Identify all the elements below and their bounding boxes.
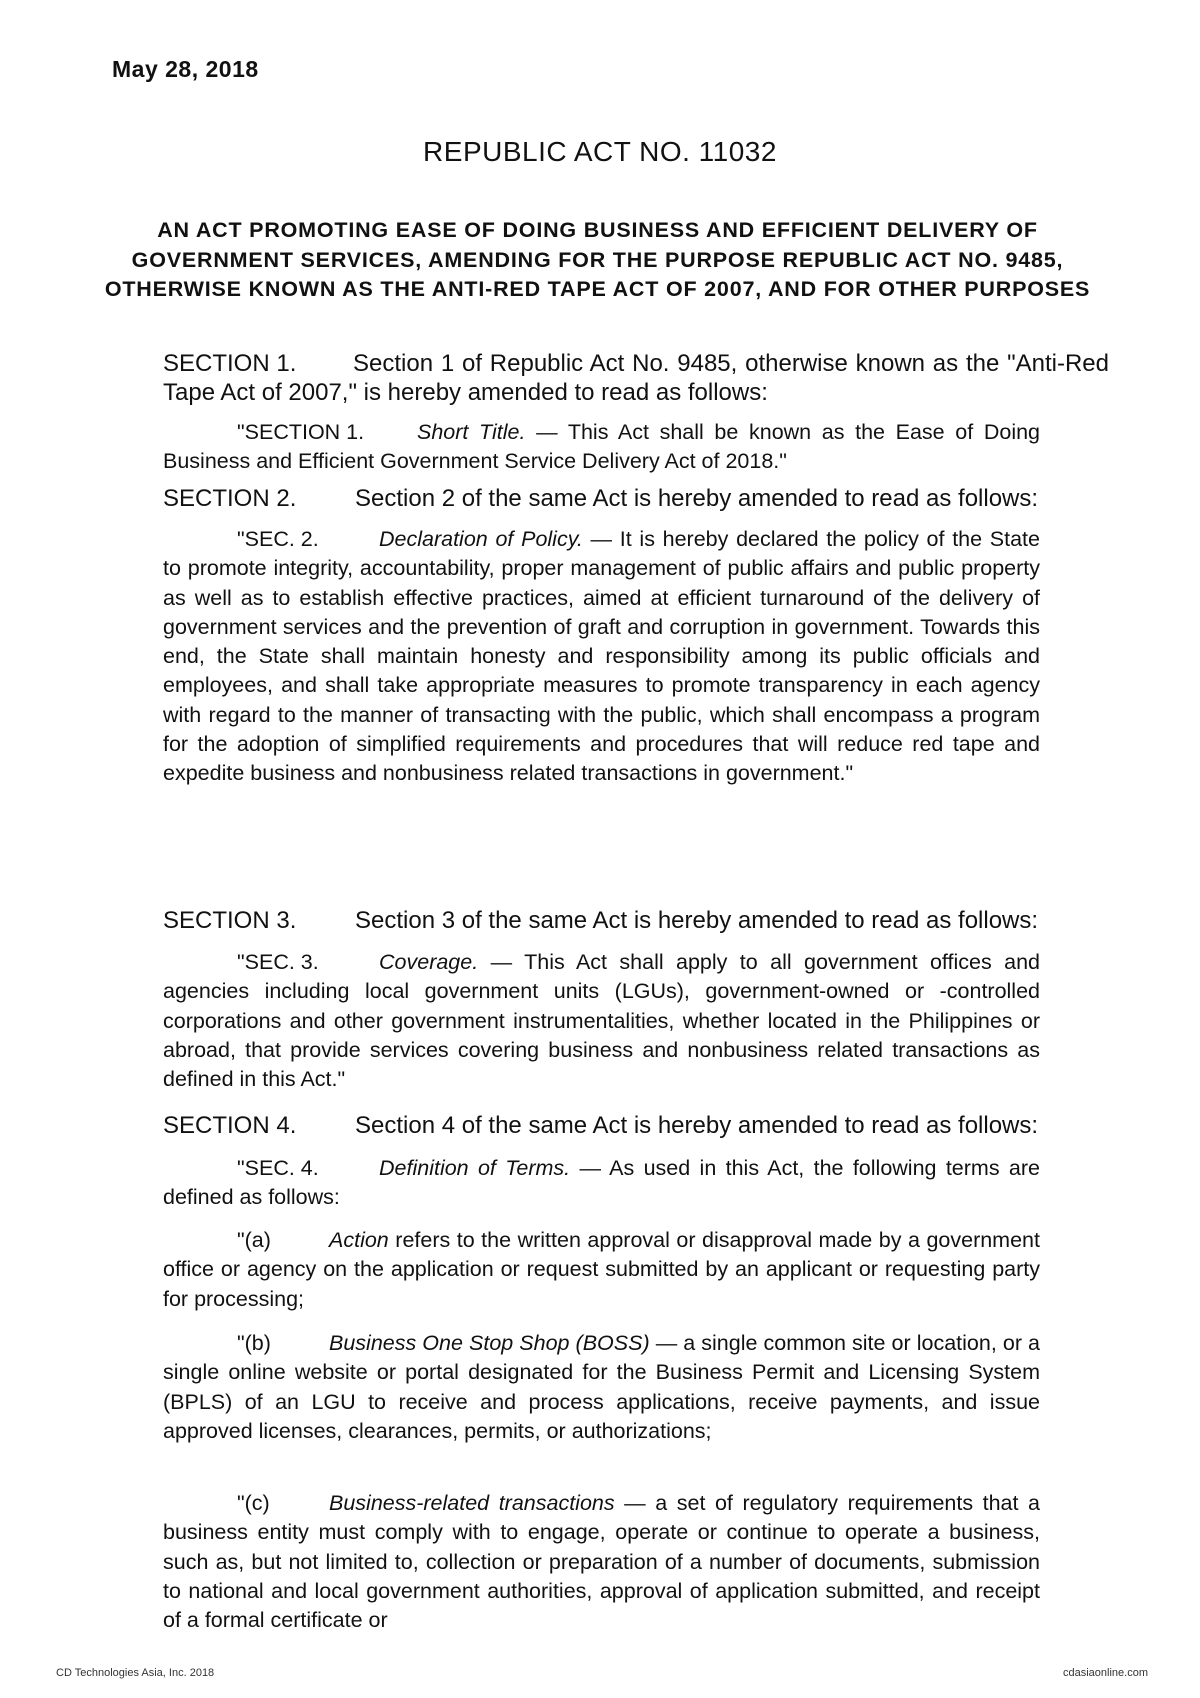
section-3-quote-label: "SEC. 3. bbox=[237, 950, 319, 974]
section-4-quote-text: — As used in this Act, the following terms are defined as follows: bbox=[163, 1156, 1040, 1210]
section-3-intro bbox=[163, 906, 1109, 935]
definition-c-label: "(c) bbox=[237, 1491, 270, 1515]
section-4-quote bbox=[163, 1154, 1040, 1213]
definition-a bbox=[163, 1226, 1040, 1314]
footer-website: cdasiaonline.com bbox=[1063, 1667, 1148, 1679]
definition-b bbox=[163, 1329, 1040, 1446]
section-4-intro bbox=[163, 1111, 1109, 1140]
section-4-quote-label: "SEC. 4. bbox=[237, 1156, 319, 1180]
section-1-quote bbox=[163, 418, 1040, 477]
section-2-quote-heading: Declaration of Policy. bbox=[379, 527, 583, 551]
definition-b-text: — a single common site or location, or a single online website or portal designated for the Business Permit and Licensing System (BPLS) of an LGU to receive and process applications, receive payments, and issue approved licenses, clearances, permits, or authorizations; bbox=[163, 1331, 1040, 1443]
section-3-quote bbox=[163, 948, 1040, 1094]
section-2-label: SECTION 2. bbox=[163, 485, 297, 512]
definition-c bbox=[163, 1489, 1040, 1635]
section-1-quote-label: "SECTION 1. bbox=[237, 420, 365, 444]
section-4-text: Section 4 of the same Act is hereby amended to read as follows: bbox=[355, 1112, 1039, 1139]
section-1-quote-heading: Short Title. bbox=[417, 420, 526, 444]
section-1-quote-text: — This Act shall be known as the Ease of Doing Business and Efficient Government Service Delivery Act of 2018." bbox=[163, 420, 1041, 474]
definition-a-text: refers to the written approval or disapproval made by a government office or agency on the application or request submitted by an applicant or requesting party for processing; bbox=[163, 1228, 1040, 1311]
section-1-label: SECTION 1. bbox=[163, 350, 297, 377]
definition-a-label: "(a) bbox=[237, 1228, 271, 1252]
footer-copyright: CD Technologies Asia, Inc. 2018 bbox=[56, 1667, 215, 1679]
section-3-label: SECTION 3. bbox=[163, 907, 297, 934]
section-4-label: SECTION 4. bbox=[163, 1112, 297, 1139]
section-2-text: Section 2 of the same Act is hereby amended to read as follows: bbox=[355, 485, 1039, 512]
section-2-quote-label: "SEC. 2. bbox=[237, 527, 319, 551]
definition-a-term: Action bbox=[329, 1228, 389, 1252]
act-number: REPUBLIC ACT NO. 11032 bbox=[423, 136, 777, 167]
definition-b-term: Business One Stop Shop (BOSS) bbox=[329, 1331, 650, 1355]
section-3-quote-heading: Coverage. bbox=[379, 950, 479, 974]
section-1-text: Section 1 of Republic Act No. 9485, otherwise known as the "Anti-Red Tape Act of 2007," is hereby amended to read as follows: bbox=[163, 350, 1109, 406]
document-date: May 28, 2018 bbox=[112, 56, 259, 82]
section-2-quote-text: — It is hereby declared the policy of the State to promote integrity, accountability, proper management of public affairs and public property as well as to establish effective practices, aimed at efficient turnaround of the delivery of government services and the prevention of graft and corruption in government. Towards this end, the State shall maintain honesty and responsibility among its public officials and employees, and shall take appropriate measures to promote transparency in each agency with regard to the manner of transacting with the public, which shall encompass a program for the adoption of simplified requirements and procedures that will reduce red tape and expedite business and nonbusiness related transactions in government." bbox=[163, 527, 1040, 786]
section-3-quote-text: — This Act shall apply to all government offices and agencies including local government units (LGUs), government-owned or -controlled corporations and other government instrumentalities, whether located in the Philippines or abroad, that provide services covering business and nonbusiness related transactions as defined in this Act." bbox=[163, 950, 1040, 1092]
definition-c-term: Business-related transactions bbox=[329, 1491, 615, 1515]
definition-b-label: "(b) bbox=[237, 1331, 271, 1355]
section-2-intro bbox=[163, 484, 1109, 513]
section-3-text: Section 3 of the same Act is hereby amended to read as follows: bbox=[355, 907, 1039, 934]
section-4-quote-heading: Definition of Terms. bbox=[379, 1156, 571, 1180]
act-title: AN ACT PROMOTING EASE OF DOING BUSINESS AND EFFICIENT DELIVERY OF GOVERNMENT SERVICES, AMENDING FOR THE PURPOSE REPUBLIC ACT NO. 9485, OTHERWISE KNOWN AS THE ANTI-RED TAPE ACT OF 2007, AND FOR OTHER PURPOSES bbox=[104, 218, 1091, 301]
definition-c-text: — a set of regulatory requirements that a business entity must comply with to engage, operate or continue to operate a business, such as, but not limited to, collection or preparation of a number of documents, submission to national and local government authorities, approval of application submitted, and receipt of a formal certificate or bbox=[163, 1491, 1040, 1633]
section-2-quote bbox=[163, 525, 1040, 789]
section-1-intro bbox=[163, 349, 1109, 407]
